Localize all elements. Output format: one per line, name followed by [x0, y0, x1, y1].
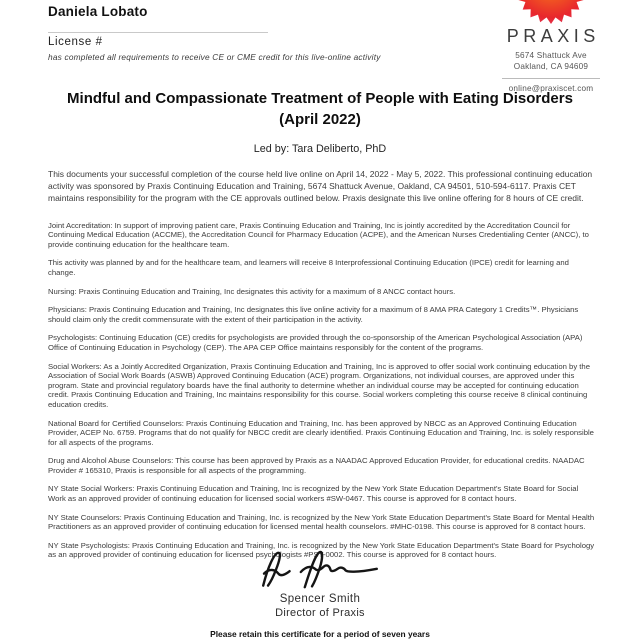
- accreditation-paragraph: National Board for Certified Counselors: Praxis Continuing Education and Training, Inc. has been approved by NBCC as an Approved Continuing Education Provider, ACEP No. 6759. Programs that do not qualify for NBCC credit are clearly identified. Praxis Continuing Education and Training, Inc. is solely responsible for all aspects of the programs.: [48, 418, 594, 447]
- completion-tagline: has completed all requirements to receive CE or CME credit for this live-online activity: [48, 52, 381, 62]
- org-address: [497, 51, 605, 72]
- brand-name: PRAXIS: [506, 26, 600, 46]
- org-logo-block: [497, 0, 605, 93]
- signer-title: Director of Praxis: [275, 607, 365, 619]
- accreditation-paragraph: Social Workers: As a Jointly Accredited Organization, Praxis Continuing Education and Training, Inc is approved to offer social work continuing education by the Association of Social Work Boards (ASWB) Approved Continuing Education (ACE) program. Organizations, not individual courses, are approved under this program. State and provincial regulatory boards have the final authority to determine whether an individual course may be accepted for continuing education credit. Praxis Continuing Education and Training, Inc maintains responsibility for this course. Social workers completing this course receive 8 clinical continuing education credits.: [48, 361, 590, 409]
- course-title-line2: (April 2022): [279, 111, 361, 128]
- intro-paragraph: This documents your successful completion of the course held live online on April 14, 2022 - May 5, 2022. This professional continuing education activity was sponsored by Praxis Continuing Education and Training, 5674 Shattuck Avenue, Oakland, CA 94501, 510-594-6117. Praxis CET maintains responsibility for the program with the CE approvals outlined below. Praxis designate this live online offering for 8 hours of CE credit.: [48, 169, 593, 204]
- org-address-line1: 5674 Shattuck Ave: [515, 51, 587, 60]
- signature-image: [0, 544, 640, 592]
- recipient-name: Daniela Lobato: [48, 4, 148, 19]
- accreditation-paragraph: Psychologists: Continuing Education (CE) credits for psychologists are provided through the co-sponsorship of the American Psychological Association (APA) Office of Continuing Education in Psychology (CEP). The APA CEP Office maintains responsibly for the content of the programs.: [48, 333, 583, 352]
- body-block: [48, 168, 596, 569]
- org-address-line2: Oakland, CA 94609: [513, 61, 589, 71]
- retention-notice: Please retain this certificate for a period of seven years: [210, 629, 430, 639]
- accreditation-paragraph: NY State Psychologists: Praxis Continuing Education and Training, Inc. is recognized by the New York State Education Department's State Board for Psychology as an approved provider of continuing education for licensed psychologists #PSY-0002. This course is approved for 8 contact hours.: [48, 540, 595, 560]
- accreditation-paragraph: NY State Counselors: Praxis Continuing Education and Training, Inc. is recognized by the New York State Education Department's State Board for Mental Health Practitioners as an approved provider of continuing education for licensed mental health counselors. #MHC-0198. This course is approved for 8 contact hours.: [48, 512, 595, 532]
- course-title-line1: Mindful and Compassionate Treatment of People with Eating Disorders: [67, 90, 573, 107]
- accreditation-paragraph: Physicians: Praxis Continuing Education and Training, Inc designates this live online activity for a maximum of 8 AMA PRA Category 1 Credits™. Physicians should claim only the credit commensurate with the extent of their participation in the activity.: [48, 305, 579, 324]
- title-block: [0, 88, 640, 155]
- accreditation-paragraph: Joint Accreditation: In support of improving patient care, Praxis Continuing Education and Training, Inc is jointly accredited by the Accreditation Council for Continuing Medical Education (ACCME), the Accreditation Council for Pharmacy Education (ACPE), and the American Nurses Credentialing Center (ANCC), to provide continuing education for the healthcare team.: [48, 220, 589, 249]
- license-label: License #: [48, 36, 103, 48]
- org-email: online@praxiscet.com: [508, 84, 594, 93]
- recipient-block: [48, 4, 448, 62]
- accreditation-paragraph: This activity was planned by and for the healthcare team, and learners will receive 8 Interprofessional Continuing Education (IPCE) credit for learning and change.: [48, 258, 569, 277]
- footer-block: [0, 544, 640, 639]
- accreditation-paragraphs: [48, 221, 596, 560]
- signer-name: Spencer Smith: [279, 593, 361, 605]
- accreditation-paragraph: NY State Social Workers: Praxis Continuing Education and Training, Inc is recognized by the New York State Education Department's State Board for Social Work as an approved provider of continuing education for licensed social workers #SW-0467. This course is approved for 8 contact hours.: [48, 484, 579, 504]
- accreditation-paragraph: Nursing: Praxis Continuing Education and Training, Inc designates this activity for a maximum of 8 ANCC contact hours.: [48, 286, 456, 296]
- accreditation-paragraph: Drug and Alcohol Abuse Counselors: This course has been approved by Praxis as a NAADAC Approved Education Provider, for educational credits. NAADAC Provider # 165310, Praxis is responsible for all aspects of the programming.: [48, 456, 585, 475]
- starburst-icon: [497, 0, 605, 24]
- org-divider: [502, 78, 600, 79]
- led-by: Led by: Tara Deliberto, PhD: [253, 143, 387, 155]
- course-title: [0, 88, 640, 130]
- license-blank-line: [48, 32, 268, 33]
